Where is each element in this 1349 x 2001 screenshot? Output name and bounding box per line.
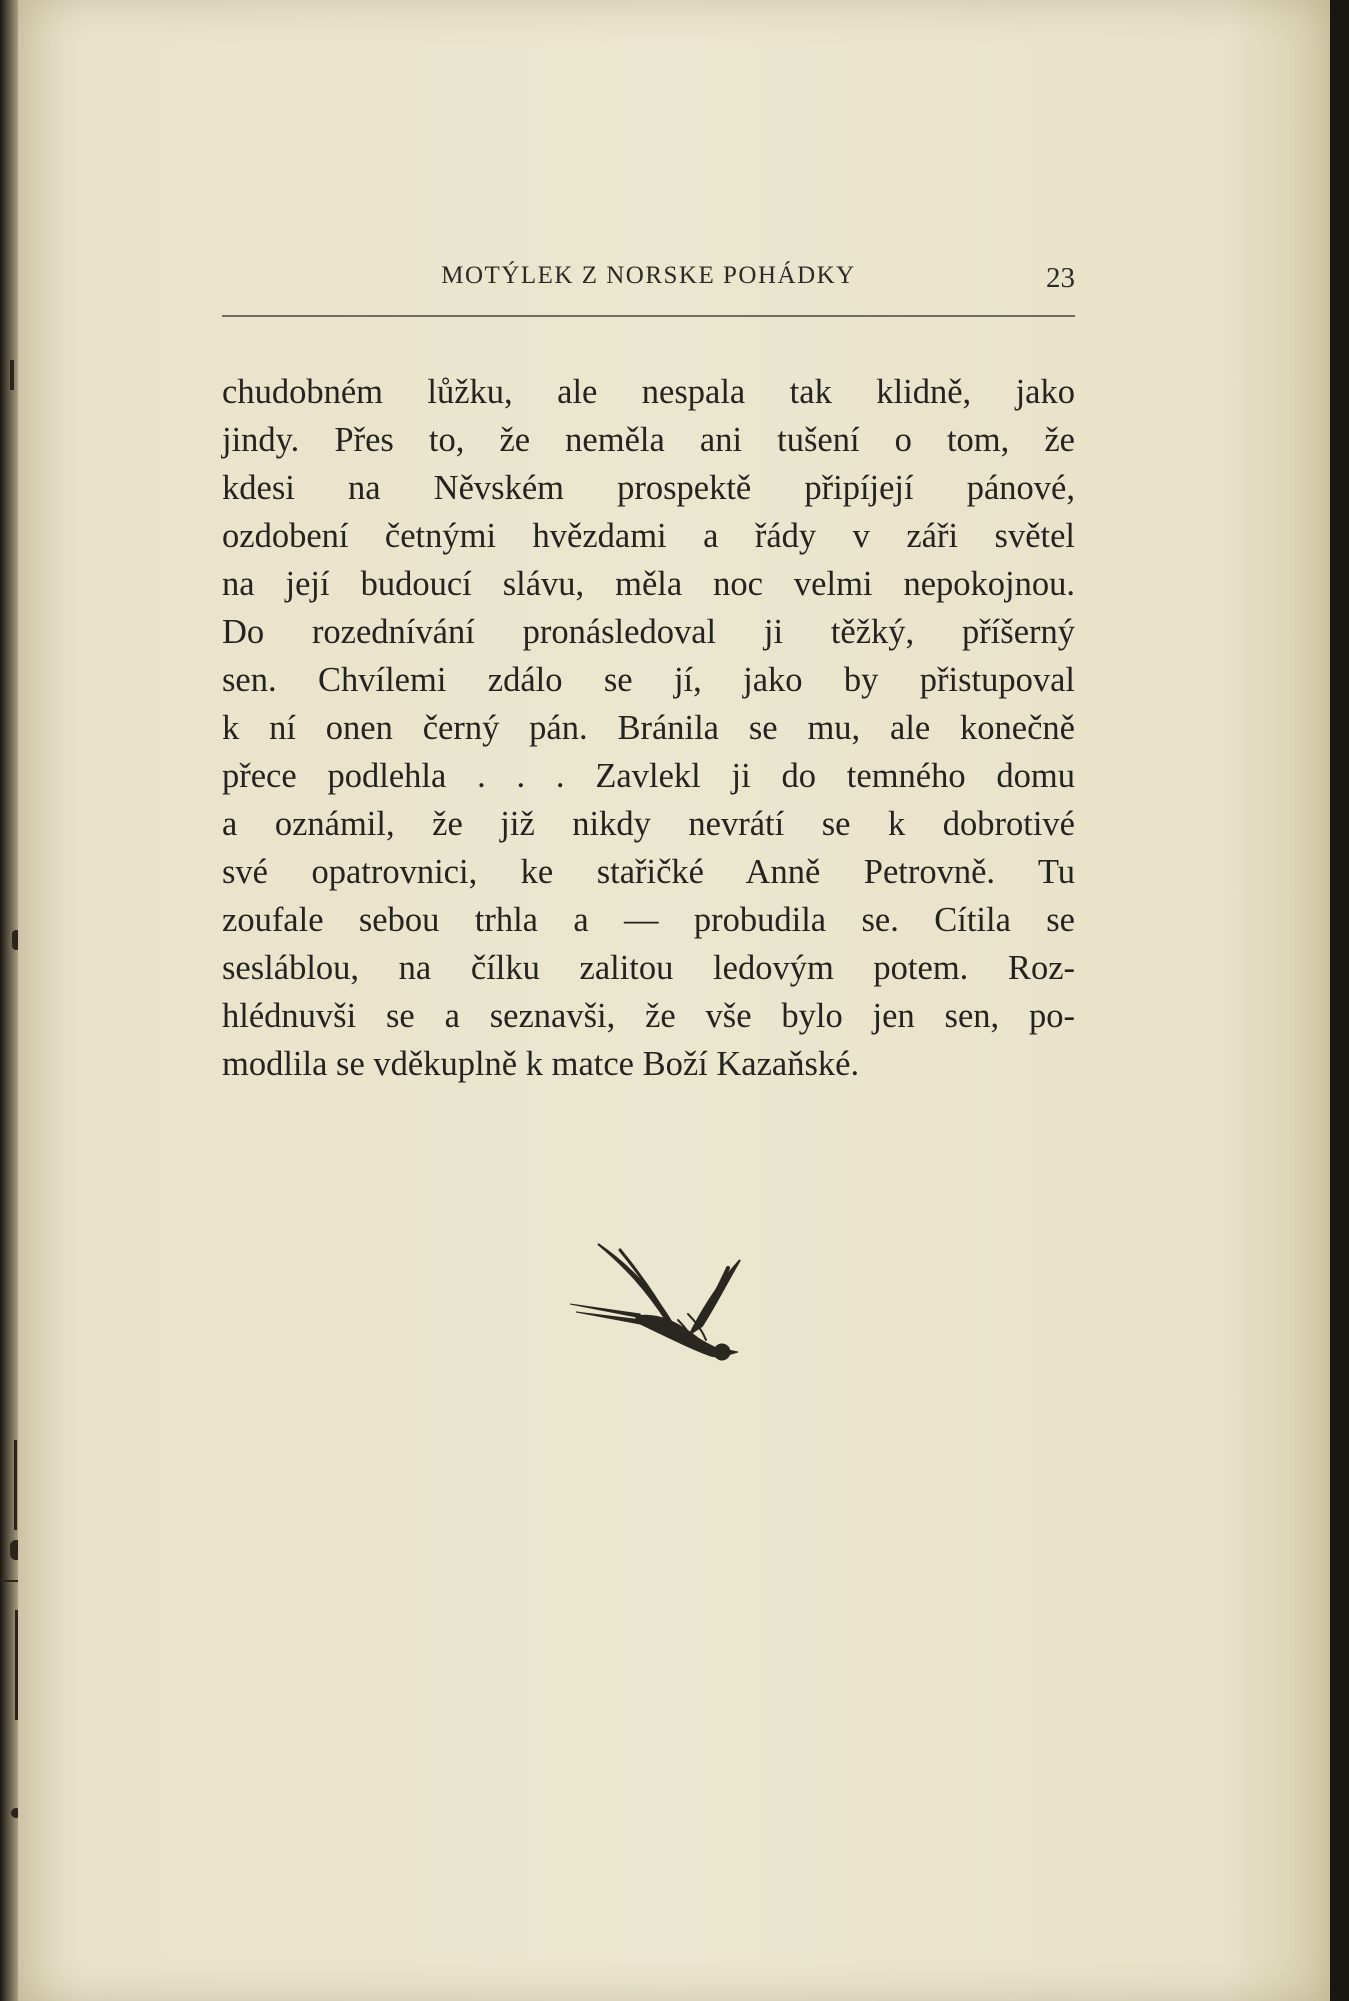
text-line: zoufale sebou trhla a — probudila se. Cítila se	[222, 901, 1075, 939]
body-paragraph	[222, 368, 1075, 1088]
page-number: 23	[1046, 262, 1075, 294]
text-line: na její budoucí slávu, měla noc velmi nepokojnou.	[222, 565, 1075, 603]
text-line: sesláblou, na čílku zalitou ledovým potem. Roz-	[222, 949, 1075, 987]
header-rule	[222, 315, 1075, 317]
page-header	[222, 262, 1075, 310]
text-line: přece podlehla . . . Zavlekl ji do temného domu	[222, 757, 1075, 795]
text-line: hlédnuvši se a seznavši, že vše bylo jen sen, po-	[222, 997, 1075, 1035]
text-line: kdesi na Něvském prospektě připíjejí pánové,	[222, 469, 1075, 507]
text-line: ozdobení četnými hvězdami a řády v záři světel	[222, 517, 1075, 555]
text-line: své opatrovnici, ke stařičké Anně Petrovně. Tu	[222, 853, 1075, 891]
binding-mark	[14, 1440, 17, 1530]
text-line: jindy. Přes to, že neměla ani tušení o tom, že	[222, 421, 1075, 459]
text-line: chudobném lůžku, ale nespala tak klidně, jako	[222, 373, 1075, 411]
text-line: Do rozednívání pronásledoval ji těžký, příšerný	[222, 613, 1075, 651]
swallow-icon	[570, 1242, 755, 1372]
text-line: sen. Chvílemi zdálo se jí, jako by přistupoval	[222, 661, 1075, 699]
text-line: a oznámil, že již nikdy nevrátí se k dobrotivé	[222, 805, 1075, 843]
binding-mark	[10, 360, 14, 390]
text-line: modlila se vděkuplně k matce Boží Kazaňské.	[222, 1045, 860, 1083]
running-title: MOTÝLEK Z NORSKE POHÁDKY	[441, 262, 856, 289]
text-line: k ní onen černý pán. Bránila se mu, ale konečně	[222, 709, 1075, 747]
